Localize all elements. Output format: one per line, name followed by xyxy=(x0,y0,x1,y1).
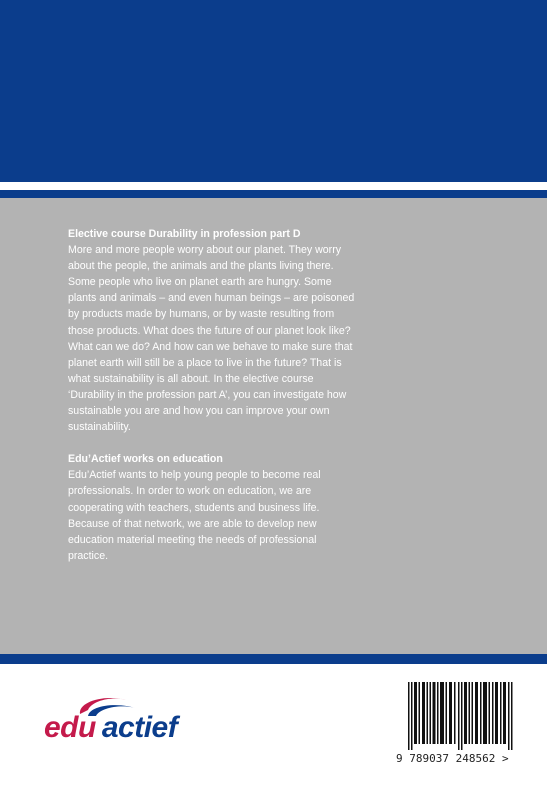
back-cover-text xyxy=(68,226,358,564)
publisher-description: Edu’Actief wants to help young people to become real professionals. In order to work on education, we are cooperating with teachers, students and business life. Because of that network, we are able to develop new education material meeting the needs of professional practice. xyxy=(68,469,321,562)
white-stripe xyxy=(0,182,547,190)
thin-blue-stripe xyxy=(0,190,547,198)
course-description: More and more people worry about our planet. They worry about the people, the animals and the plants living there. Some people who live on planet earth are hungry. Some plants and animals – and even human beings – are poisoned by products made by humans, or by waste resulting from those products. What does the future of our planet look like? What can we do? And how can we behave to make sure that planet earth will still be a place to live in the future? That is what sustainability is all about. In the elective course ‘Durability in the profession part A’, you can investigate how sustainable you are and how you can improve your own sustainability. xyxy=(68,244,355,434)
publisher-heading: Edu’Actief works on education xyxy=(68,453,223,466)
logo-text-edu: edu xyxy=(44,711,96,744)
logo-text-actief: actief xyxy=(101,711,178,744)
logo-wordmark xyxy=(44,711,177,745)
top-blue-band xyxy=(0,0,547,182)
isbn-digits: 9 789037 248562 > xyxy=(396,752,509,765)
isbn-barcode xyxy=(396,682,526,767)
publisher-section xyxy=(68,451,358,564)
eduactief-logo xyxy=(44,694,214,754)
barcode-bars xyxy=(408,682,514,750)
course-heading: Elective course Durability in profession part D xyxy=(68,228,301,240)
bottom-blue-stripe xyxy=(0,654,547,664)
course-description-section xyxy=(68,226,358,435)
